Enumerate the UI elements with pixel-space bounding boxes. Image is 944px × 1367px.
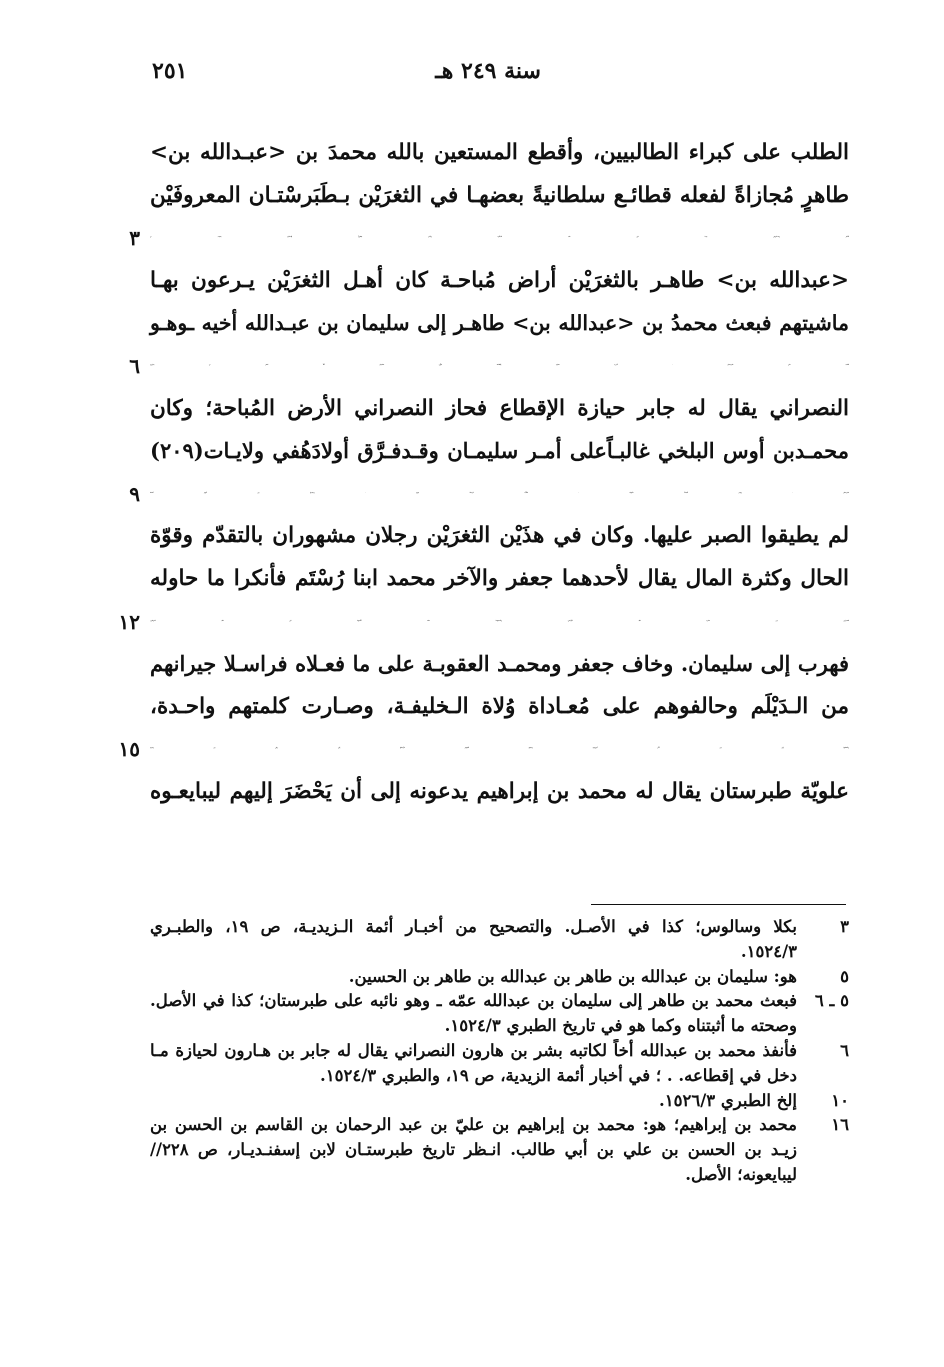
main-text [118,132,849,814]
text-line-content: علويّة طبرستان يقال له محمد بن إبراهيم يدعونه إلى أن يَحْضَرَ إليهم ليبايعـوه [150,778,849,804]
footnote-line: دخل في إقطاعه. . ؛ في أخبار أئمة الزيدية، ص ١٩، والطبري ١٥٢٤/٣. [320,1065,797,1085]
footnote-line: فأنفذ محمد بن عبدالله أخاً لكاتبه بشر بن هارون النصراني يقال له جابر بن هـارون لحيازة مـا [150,1040,797,1060]
running-title: سنة ٢٤٩ هـ [435,58,541,84]
footnote [150,1113,849,1187]
line-number: ٩ [129,481,140,506]
footnote-number: ٥ [840,966,849,986]
text-line [118,601,849,644]
footnote-line: ١٥٢٤/٣. [740,941,797,961]
footnote [150,965,849,990]
footnote-line: وصحته ما أثبتناه وكما هو في تاريخ الطبري ١٥٢٤/٣. [444,1016,797,1036]
footnote-line: ليبايعونه؛ الأصل. [685,1164,797,1184]
footnote-number: ١٠ [831,1090,849,1110]
footnote [150,1039,849,1089]
text-line [150,388,849,431]
footnote-number: ٦ [840,1040,849,1060]
text-line-content: طبرستان ـ وهـم أحداثٌ سُفهاء ـ فتأذَّت الرعايا منهم ، ونقمـوا من أبيهم أشياء [150,492,849,494]
text-line-content: الطلب على كبراء الطالبيين، وأقطع المستعين بالله محمدَ بن <عبـدالله بن> [150,140,849,165]
footnote [150,1089,849,1114]
footnotes [150,915,849,1188]
text-line [129,473,849,516]
footnote-line: فبعث محمد بن طاهر إلى سليمان بن عبدالله عمّه ـ وهو نائبه على طبرستان؛ كذا في الأصل. [150,991,797,1011]
text-line-content: النصراني يقال له جابر حيازة الإقطاع فحاز النصراني الأرض المُباحة؛ وكان [150,395,849,421]
text-line [150,302,849,345]
footnote [150,915,849,965]
footnote-line: بكلا وسالوس؛ كذا في الأصـل. والتصحيح من أخبـار أئمة الـزيديـة، ص ١٩، والطبـري [150,917,797,936]
footnote-number: ٥ ـ ٦ [814,991,849,1011]
text-line [150,430,849,473]
text-line [129,345,849,388]
line-number: ٣ [129,226,140,251]
text-line [150,643,849,686]
text-line [150,260,849,303]
footnote-number: ٣ [840,917,849,936]
text-line-content: وٱحتاجوا إلى مَن يُدَبِّر أمورهم، ويجمع كلمتهم فأرسلوا إلى رجلٍ من وجـوه [150,748,849,750]
footnote [150,989,849,1039]
text-line-content: محمـدبن أوس البلخي غالبـاًعلى أمـر سليمـان وقـدفـرَّق أولادَهُفي ولايـات(٢٠٩) [150,438,849,464]
text-line [118,728,849,771]
page-number: ٢٥١ [152,58,188,84]
footnote-line: هو: سليمان بن عبدالله بن طاهر بن عبدالله بن طاهر بن الحسين. [348,966,797,986]
text-line-content: فهرب إلى سليمان. وخاف جعفر ومحمـد العقوبـة على ما فعـلاه فراسـلا جيرانهم [150,651,849,677]
text-line-content: من الـدَيْلَم وحالفوهم على مُعـاداة وُلاة الـخليفـة، وصـارت كلمتهم واحـدة، [150,693,849,719]
text-line [150,771,849,814]
text-line [150,515,849,558]
text-line [150,132,849,175]
line-number: ١٥ [118,737,140,762]
text-line [129,217,849,260]
line-number: ١٢ [118,609,140,634]
text-line [150,175,849,218]
text-line [150,686,849,729]
text-line-content: <عبدالله بن> طاهـر بالثغرَيْن أراض مُباحـة كان أهـل الثغرَيْن يـرعون بهـا [150,267,849,293]
text-line-content: بكَـلار وسـالـوس ممـا يلي بـلاد الـدَيْلم؛ وكـان مُجاوراً إقـطـاع محمـد بن [150,237,849,239]
line-number: ٦ [129,353,140,378]
text-line-content: لم يطيقوا الصبر عليها. وكان في هذَيْن الثغرَيْن رجلان مشهوران بالتقدّم وقوّة [150,523,849,549]
text-line-content: النائب على طبرستان ـ يأمره بحيازة إقطاعه فولّى سليمان أخاً لبشر بن هـارون [150,364,849,366]
text-line-content: الحال وكثرة المال يقال لأحدهما جعفر والآخر محمد ابنا رُسْتَم فأنكرا ما حاوله [150,565,849,591]
text-line-content: ماشيتهم فبعث محمدُ بن <عبدالله بن> طاهـر إلى سليمان بن عبـدالله أخيه ـوهـو [150,311,849,336]
footnote-line: محمد بن إبراهيم؛ هو: محمد بن إبراهيم بن عليّ بن عبد الرحمان بن القاسم بن الحسن بن [150,1115,797,1135]
footnote-number: ١٦ [831,1115,849,1135]
footnote-separator [591,904,846,905]
running-header [140,58,849,98]
text-line-content: النصراني من حيازة تلك الأراضي وٱستنهضا عليه تُبّاعهما في تلك النـواحي، [150,620,849,622]
text-line-content: طاهرٍ مُجازاةً لفعله قطائـع سلطانيةً بعضهـا في الثغرَيْن بـطَبَرسْتـان المعروفَيْن [150,182,849,208]
footnote-line: زيـد بن الحسن بن علي بن أبي طالب. انـظر تاريخ طبرستـان لابن إسفنـديـار، ص ٢٢٨// [150,1140,797,1160]
footnote-line: إلخ الطبري ١٥٢٦/٣. [659,1090,797,1110]
text-line [150,558,849,601]
